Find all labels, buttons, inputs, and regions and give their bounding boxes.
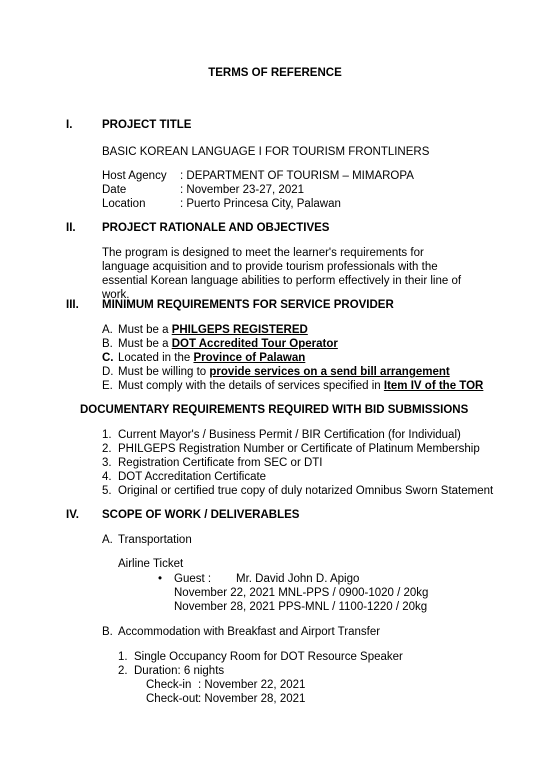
subsection-b: B. Accommodation with Breakfast and Airport Transfer xyxy=(102,626,381,638)
section-2-number: II. xyxy=(66,222,76,234)
requirement-b: B. Must be a DOT Accredited Tour Operator xyxy=(102,338,338,350)
section-1-number: I. xyxy=(66,119,73,131)
airline-ticket-label: Airline Ticket xyxy=(118,558,184,570)
section-2-heading: PROJECT RATIONALE AND OBJECTIVES xyxy=(102,222,330,234)
guest-label: Guest : xyxy=(174,573,212,585)
host-agency-row: Host Agency : DEPARTMENT OF TOURISM – MIMAROPA xyxy=(102,170,414,182)
flight-outbound: November 22, 2021 MNL-PPS / 0900-1020 / 20kg xyxy=(174,587,429,599)
guest-name: Mr. David John D. Apigo xyxy=(236,573,360,585)
documentary-heading: DOCUMENTARY REQUIREMENTS REQUIRED WITH BID SUBMISSIONS xyxy=(80,404,469,416)
requirement-d: D. Must be willing to provide services on a send bill arrangement xyxy=(102,366,450,378)
accommodation-item-1: 1. Single Occupancy Room for DOT Resource Speaker xyxy=(118,651,403,663)
requirement-a: A. Must be a PHILGEPS REGISTERED xyxy=(102,324,308,336)
rationale-paragraph: The program is designed to meet the learner's requirements for language acquisition and to provide tourism professionals with the essential Korean language abilities to perform effectively in their line of work. xyxy=(102,247,462,301)
section-4-number: IV. xyxy=(66,509,80,521)
doc-item-2: 2. PHILGEPS Registration Number or Certificate of Platinum Membership xyxy=(102,443,480,455)
section-1-heading: PROJECT TITLE xyxy=(102,119,192,131)
section-4-heading: SCOPE OF WORK / DELIVERABLES xyxy=(102,509,300,521)
doc-item-3: 3. Registration Certificate from SEC or DTI xyxy=(102,457,323,469)
project-title: BASIC KOREAN LANGUAGE I FOR TOURISM FRONTLINERS xyxy=(102,146,430,158)
flight-return: November 28, 2021 PPS-MNL / 1100-1220 / 20kg xyxy=(174,601,428,613)
bullet-icon: • xyxy=(158,573,163,585)
doc-item-1: 1. Current Mayor's / Business Permit / BIR Certification (for Individual) xyxy=(102,429,461,441)
requirement-e: E. Must comply with the details of services specified in Item IV of the TOR xyxy=(102,380,484,392)
check-out-row: Check-out: November 28, 2021 xyxy=(146,693,306,705)
requirement-c: C. Located in the Province of Palawan xyxy=(102,352,306,364)
doc-item-4: 4. DOT Accreditation Certificate xyxy=(102,471,267,483)
location-row: Location : Puerto Princesa City, Palawan xyxy=(102,198,341,210)
section-3-heading: MINIMUM REQUIREMENTS FOR SERVICE PROVIDER xyxy=(102,299,394,311)
subsection-a: A. Transportation xyxy=(102,534,192,546)
document-title: TERMS OF REFERENCE xyxy=(208,67,342,79)
section-3-number: III. xyxy=(66,299,79,311)
check-in-row: Check-in : November 22, 2021 xyxy=(146,679,306,691)
doc-item-5: 5. Original or certified true copy of duly notarized Omnibus Sworn Statement xyxy=(102,485,494,497)
accommodation-item-2: 2. Duration: 6 nights xyxy=(118,665,225,677)
date-row: Date : November 23-27, 2021 xyxy=(102,184,305,196)
